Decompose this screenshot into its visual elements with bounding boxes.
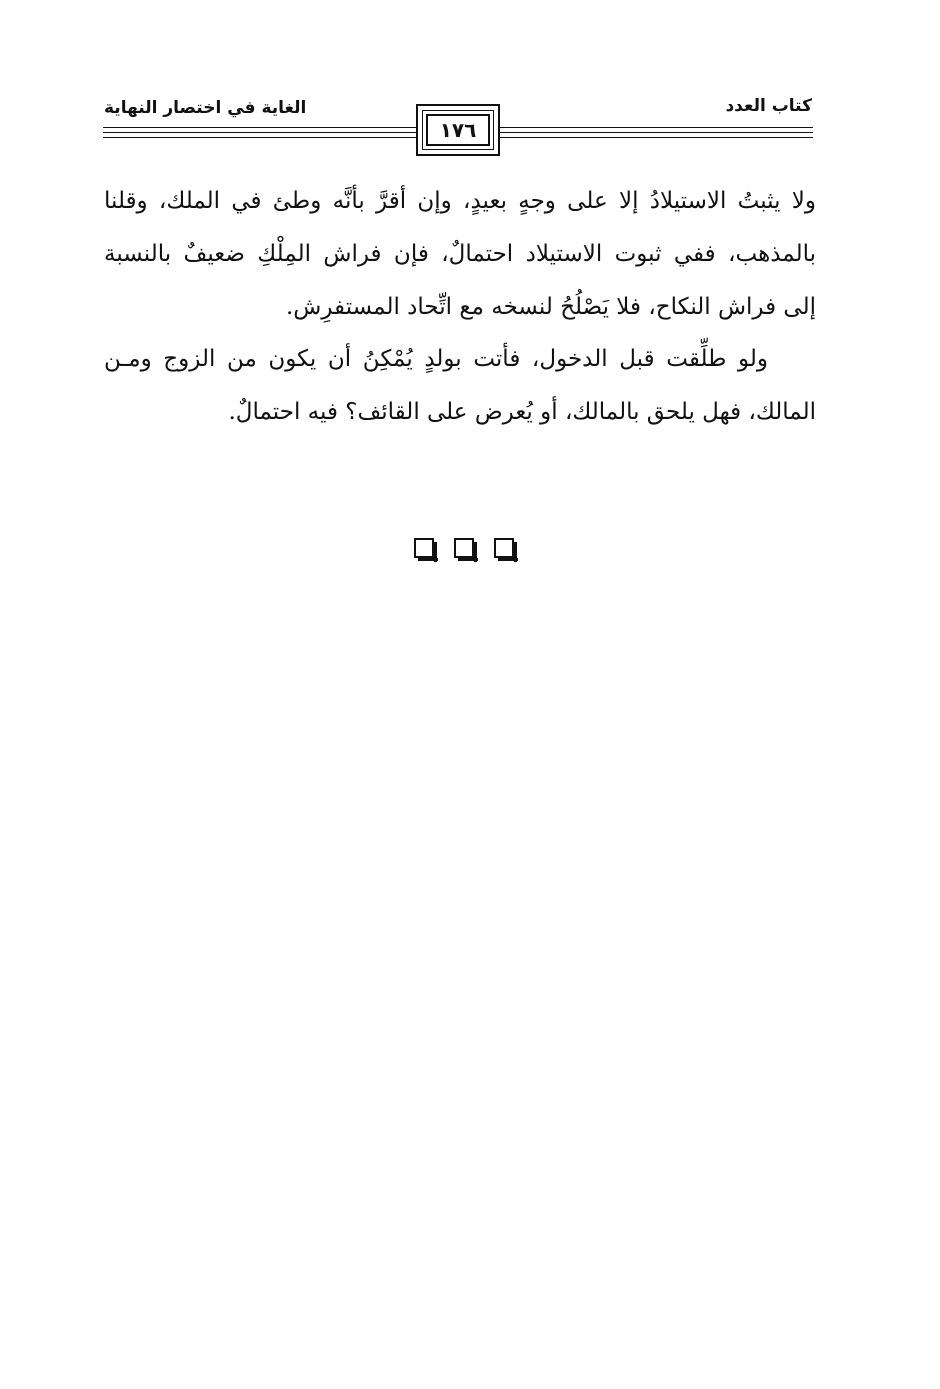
ornament-square-icon [494, 538, 514, 558]
page-number-frame [416, 104, 500, 156]
paragraph [104, 175, 816, 334]
running-header-book-title: الغاية في اختصار النهاية [104, 98, 307, 118]
text-line: بالمذهب، ففي ثبوت الاستيلاد احتمالٌ، فإن فراش المِلْكِ ضعيفٌ بالنسبة [104, 241, 816, 267]
text-line: المالك، فهل يلحق بالمالك، أو يُعرض على القائف؟ فيه احتمالٌ. [228, 399, 816, 425]
text-line: ولو طلِّقت قبل الدخول، فأتت بولدٍ يُمْكِنُ أن يكون من الزوج ومـن [104, 346, 768, 372]
section-end-ornament [414, 538, 514, 562]
text-line: ولا يثبتُ الاستيلادُ إلا على وجهٍ بعيدٍ، وإن أقرَّ بأنَّه وطئ في الملك، وقلنا [104, 188, 816, 214]
running-header-chapter: كتاب العدد [725, 96, 812, 116]
text-line: إلى فراش النكاح، فلا يَصْلُحُ لنسخه مع اتِّحاد المستفرِش. [285, 294, 816, 320]
ornament-square-icon [454, 538, 474, 558]
paragraph [104, 333, 816, 439]
page-number: ١٧٦ [439, 118, 477, 142]
ornament-square-icon [414, 538, 434, 558]
